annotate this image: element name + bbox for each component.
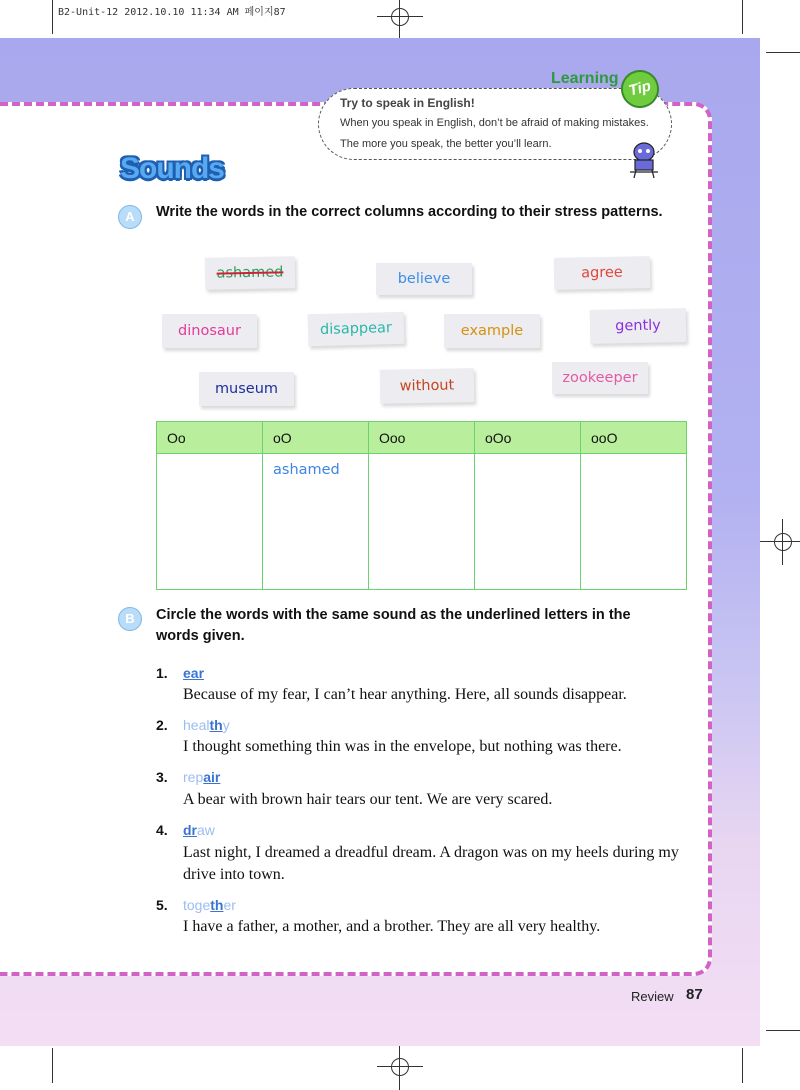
crop-mark — [766, 1030, 800, 1031]
sentence: Last night, I dreamed a dreadful dream. A dragon was on my heels during my drive into town. — [183, 844, 679, 883]
word-card-label: believe — [397, 271, 451, 287]
underlined-letters: dr — [183, 822, 197, 838]
registration-mark-icon — [768, 527, 798, 557]
word-card-label: without — [399, 377, 455, 395]
word-card-label: ashamed — [216, 264, 284, 282]
sentence: I have a father, a mother, and a brother. They are all very healthy. — [183, 918, 601, 935]
answer-cell[interactable] — [581, 454, 687, 590]
sentence: A bear with brown hair tears our tent. We are very scared. — [183, 791, 553, 808]
column-header: ooO — [581, 422, 687, 454]
answer-cell[interactable] — [157, 454, 263, 590]
word-card — [376, 263, 472, 295]
word-card — [205, 256, 296, 290]
given-word — [183, 665, 204, 681]
crop-mark — [766, 52, 800, 53]
section-title: Sounds — [120, 152, 224, 185]
column-header: oO — [263, 422, 369, 454]
word-card — [554, 256, 651, 290]
crop-mark — [742, 1048, 743, 1083]
tip-heading: Try to speak in English! — [340, 96, 475, 110]
word-card — [162, 314, 257, 348]
crop-mark — [52, 1048, 53, 1083]
item-number: 3. — [156, 769, 168, 785]
learning-tip-title: Learning — [551, 70, 619, 87]
cartoon-character-icon — [626, 140, 662, 180]
tip-line-1: When you speak in English, don’t be afraid of making mistakes. — [340, 117, 649, 129]
underlined-letters: ear — [183, 665, 205, 681]
registration-mark-icon — [385, 1052, 415, 1082]
crop-mark — [52, 0, 53, 34]
column-header: oOo — [475, 422, 581, 454]
section-a-instruction: Write the words in the correct columns according to their stress patterns. — [156, 204, 663, 220]
page-number: 87 — [686, 986, 703, 1003]
answer-cell[interactable] — [369, 454, 475, 590]
given-word: together — [183, 897, 236, 913]
section-a-badge: A — [118, 205, 142, 229]
word-card-label: agree — [581, 264, 623, 282]
registration-mark-icon — [385, 2, 415, 32]
section-b-badge: B — [118, 607, 142, 631]
print-header: B2-Unit-12 2012.10.10 11:34 AM 페이지87 — [58, 7, 286, 18]
column-header: Ooo — [369, 422, 475, 454]
sentence: Because of my fear, I can’t hear anything. Here, all sounds disappear. — [183, 686, 627, 703]
word-card — [590, 308, 687, 344]
given-word: healthy — [183, 717, 230, 733]
tip-line-2: The more you speak, the better you’ll learn. — [340, 138, 552, 150]
word-card-label: gently — [615, 317, 661, 335]
word-card-label: disappear — [319, 320, 393, 338]
word-card-label: dinosaur — [178, 323, 241, 339]
column-header: Oo — [157, 422, 263, 454]
crop-mark — [742, 0, 743, 34]
item-number: 5. — [156, 897, 168, 913]
word-card-label: zookeeper — [562, 370, 638, 386]
word-card — [380, 368, 475, 404]
word-card — [444, 314, 540, 348]
answer-cell[interactable] — [475, 454, 581, 590]
section-b-instruction: Circle the words with the same sound as the underlined letters in the words given. — [156, 607, 631, 644]
underlined-letters: air — [203, 769, 221, 785]
given-word: draw — [183, 822, 215, 838]
item-number: 1. — [156, 665, 168, 681]
given-word: repair — [183, 769, 221, 785]
footer-label: Review — [631, 989, 674, 1004]
answer-cell[interactable]: ashamed — [263, 454, 369, 590]
word-card — [552, 362, 648, 394]
underlined-letters: th — [210, 897, 224, 913]
underlined-letters: th — [209, 717, 223, 733]
word-card — [199, 372, 294, 406]
tip-badge: Tip — [617, 66, 664, 113]
word-card — [308, 312, 405, 347]
item-number: 4. — [156, 822, 168, 838]
word-card-label: example — [460, 323, 524, 339]
sentence: I thought something thin was in the envelope, but nothing was there. — [183, 738, 622, 755]
word-card-label: museum — [214, 381, 279, 397]
item-number: 2. — [156, 717, 168, 733]
stress-pattern-table — [156, 421, 687, 590]
